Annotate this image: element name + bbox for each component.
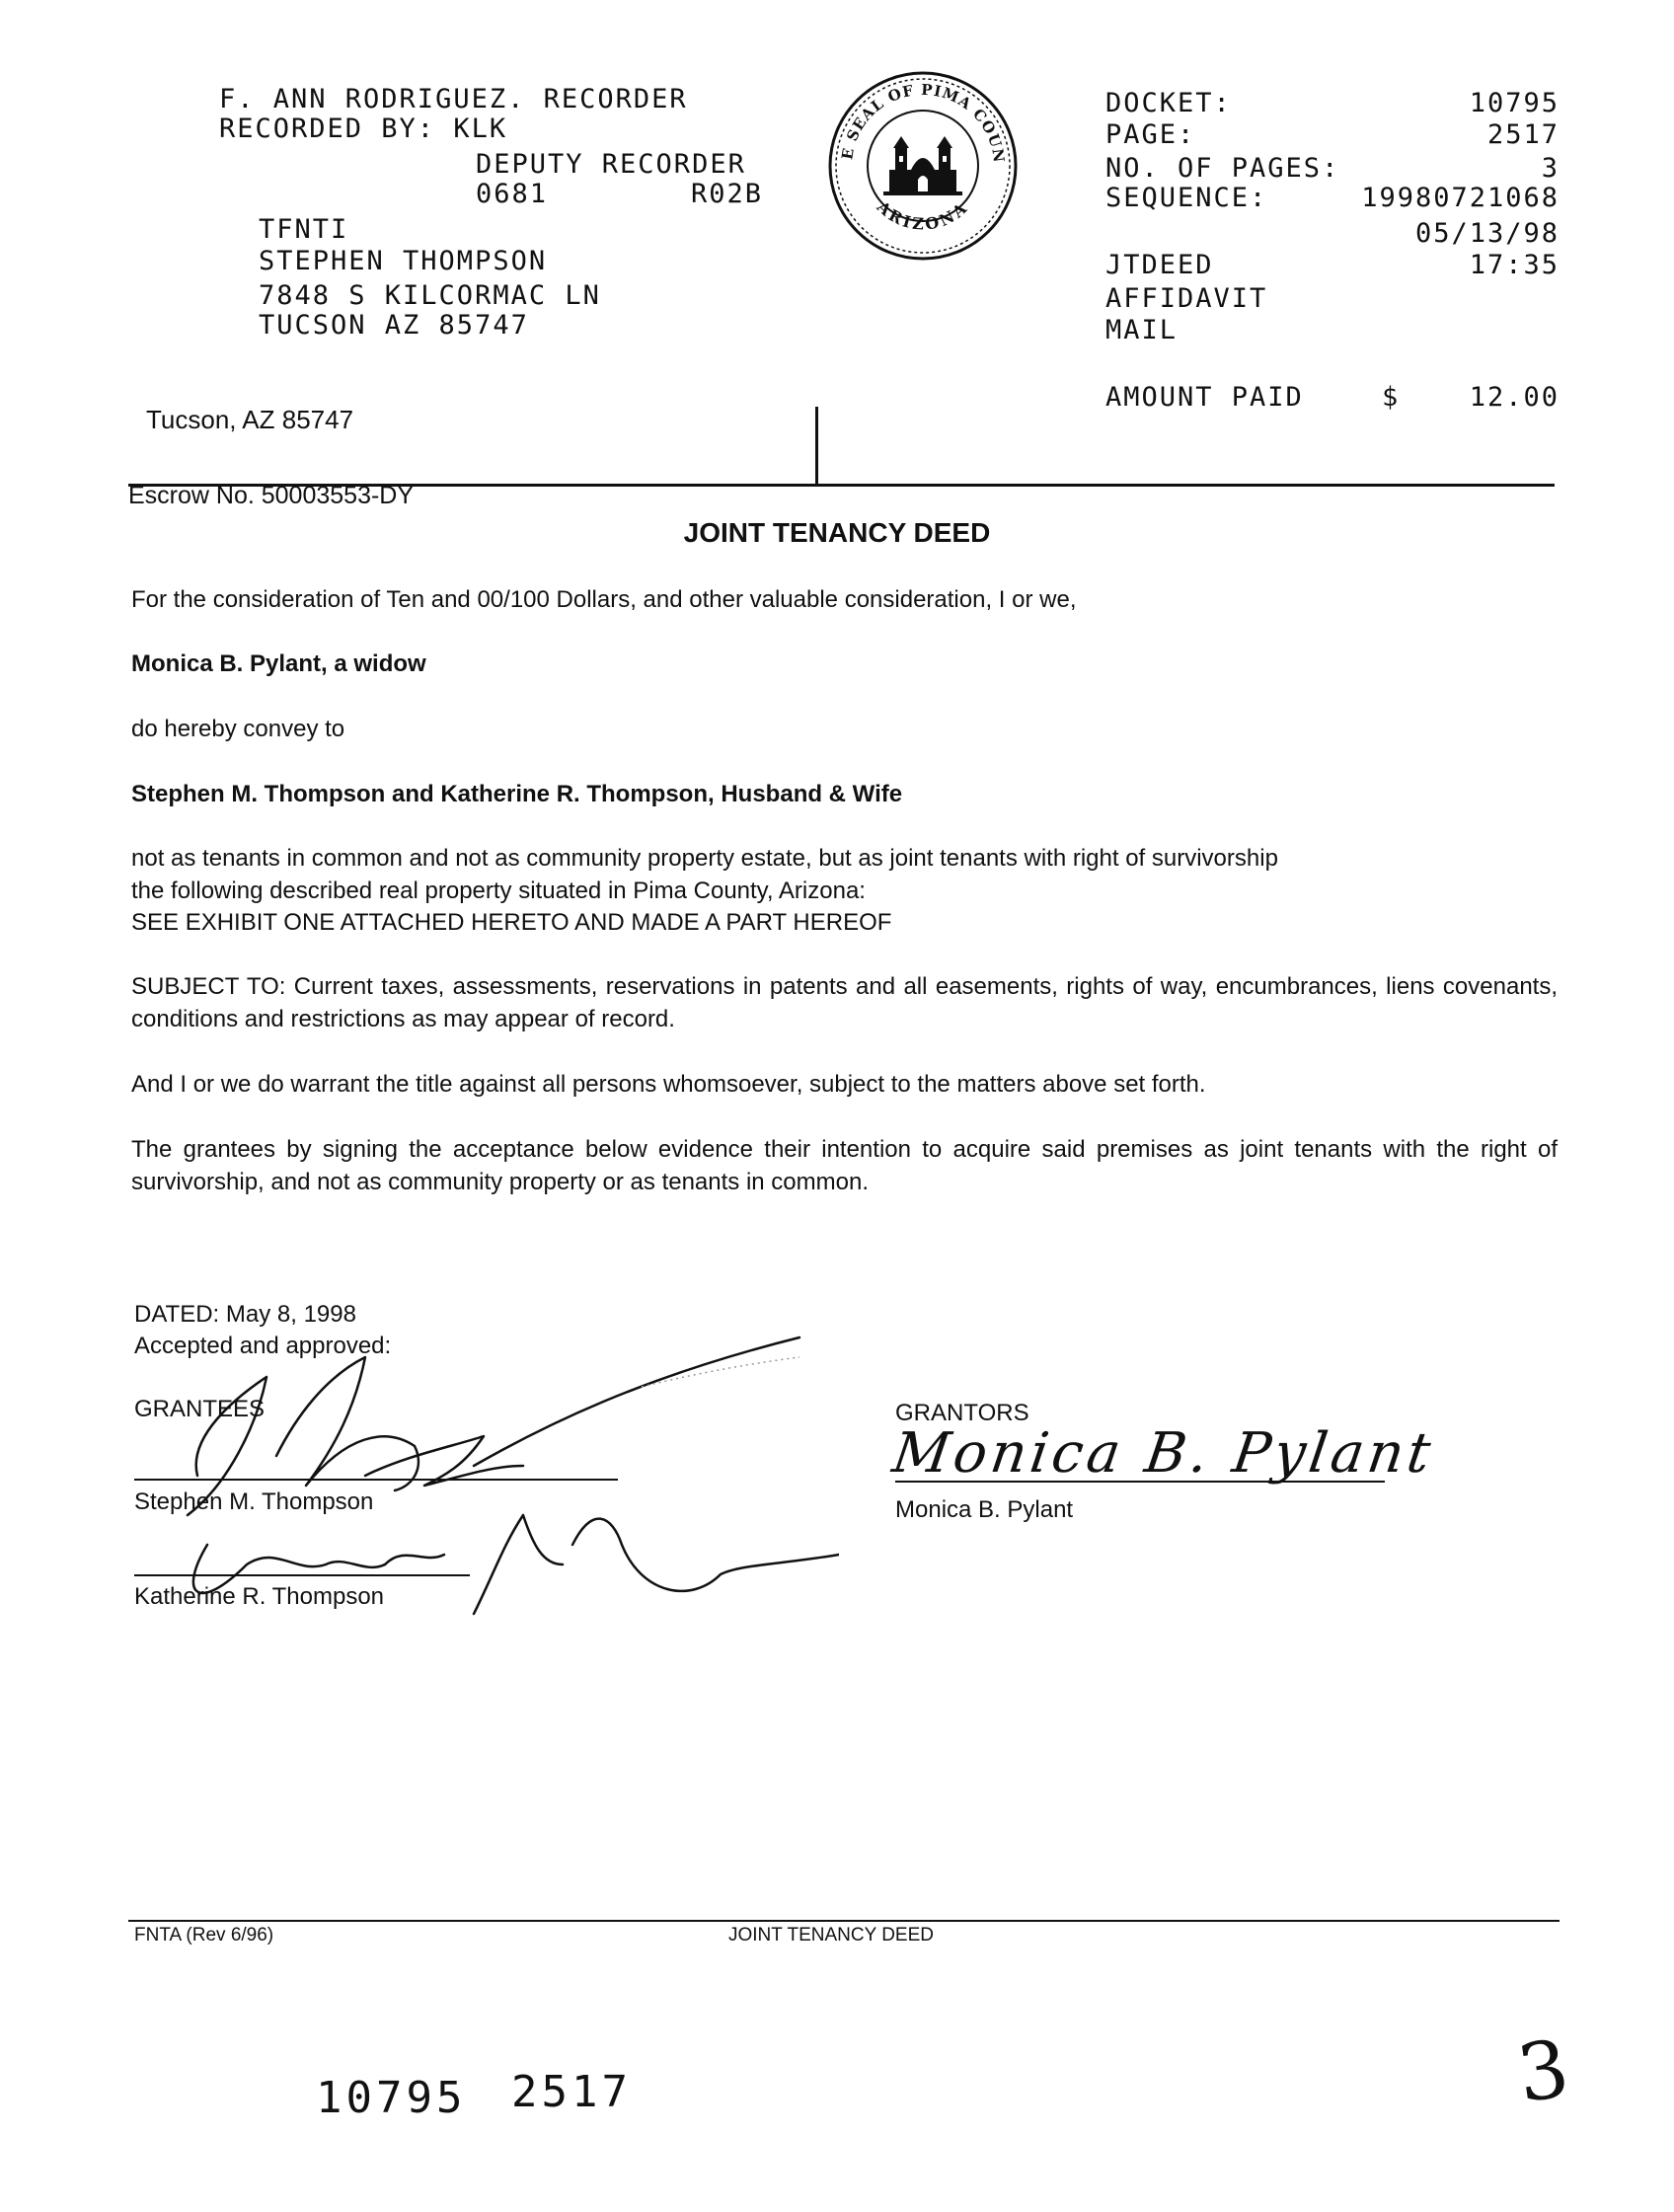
grantor-name: Monica B. Pylant: [895, 1496, 1074, 1523]
page-label: PAGE:: [1105, 119, 1196, 150]
stamp-docket: 10795: [316, 2073, 467, 2123]
footer-form-title: JOINT TENANCY DEED: [728, 1925, 934, 1945]
tenancy-clause-1: not as tenants in common and not as community property estate, but as joint tenants with right of survivorship: [131, 845, 1278, 872]
docket-label: DOCKET:: [1105, 88, 1232, 118]
dated-line: DATED: May 8, 1998: [134, 1301, 356, 1328]
escrow-number: Escrow No. 50003553-DY: [128, 482, 415, 509]
page-value: 2517: [1486, 119, 1560, 150]
sequence-value: 19980721068: [1361, 183, 1560, 213]
document-title: JOINT TENANCY DEED: [683, 517, 991, 548]
exhibit-reference: SEE EXHIBIT ONE ATTACHED HERETO AND MADE A PART HEREOF: [131, 909, 892, 936]
recording-time: 17:35: [1469, 250, 1560, 280]
addressee-street: 7848 S KILCORMAC LN: [259, 280, 601, 311]
recorder-code-1: 0681: [476, 179, 549, 209]
signature-scribble-icon: [128, 1318, 839, 1634]
consideration-clause: For the consideration of Ten and 00/100 Dollars, and other valuable consideration, I or we,: [131, 586, 1077, 613]
mail-code: TFNTI: [259, 214, 349, 245]
grantor-handwritten-signature: Monica B. Pylant: [888, 1421, 1439, 1486]
header-vertical-rule: [815, 407, 818, 484]
grantee1-name: Stephen M. Thompson: [134, 1488, 374, 1515]
pages-label: NO. OF PAGES:: [1105, 153, 1340, 184]
grantors-label: GRANTORS: [895, 1400, 1029, 1426]
recorder-name: F. ANN RODRIGUEZ. RECORDER: [219, 84, 688, 114]
typed-city: Tucson, AZ 85747: [146, 405, 354, 434]
recorder-code-2: R02B: [691, 179, 764, 209]
amount-value: 12.00: [1469, 382, 1560, 413]
recording-date: 05/13/98: [1414, 218, 1560, 249]
svg-text:ARIZONA: ARIZONA: [873, 196, 973, 234]
warranty-clause: And I or we do warrant the title against all persons whomsoever, subject to the matters above set forth.: [131, 1071, 1206, 1098]
document-type: JTDEED: [1105, 250, 1214, 280]
accepted-approved: Accepted and approved:: [134, 1333, 392, 1359]
grantee-signatures: [128, 1318, 839, 1634]
acceptance-clause: The grantees by signing the acceptance below evidence their intention to acquire said premises as joint tenants with the right of survivorship, and not as community property or as tenants in common.: [131, 1136, 1558, 1195]
docket-value: 10795: [1469, 88, 1560, 118]
convey-clause: do hereby convey to: [131, 716, 345, 742]
form-code: FNTA (Rev 6/96): [134, 1925, 274, 1945]
stamp-page: 2517: [511, 2067, 632, 2117]
grantees-names: Stephen M. Thompson and Katherine R. Thompson, Husband & Wife: [131, 781, 903, 807]
addressee-city: TUCSON AZ 85747: [259, 310, 529, 341]
amount-label: AMOUNT PAID: [1105, 382, 1304, 413]
handwritten-page-number: 3: [1511, 2021, 1575, 2121]
tenancy-clause-2: the following described real property situated in Pima County, Arizona:: [131, 877, 866, 904]
mail-flag: MAIL: [1105, 315, 1179, 345]
amount-currency: $: [1382, 382, 1401, 413]
svg-text:THE SEAL OF PIMA COUNTY: E SEAL OF PIMA COUN: [838, 80, 1009, 165]
subject-to-clause: SUBJECT TO: Current taxes, assessments, reservations in patents and all easements, rights of way, encumbrances, liens covenants, conditions and restrictions as may appear of record.: [131, 973, 1558, 1032]
recorded-by: RECORDED BY: KLK: [219, 114, 508, 144]
grantee2-name: Katherine R. Thompson: [134, 1583, 385, 1610]
affidavit-flag: AFFIDAVIT: [1105, 283, 1268, 314]
footer-rule: [128, 1920, 1560, 1922]
grantees-label: GRANTEES: [134, 1396, 266, 1422]
seal-icon: [824, 67, 1022, 265]
pages-value: 3: [1541, 153, 1560, 184]
pima-county-seal: [824, 67, 1022, 265]
grantor-name: Monica B. Pylant, a widow: [131, 650, 426, 677]
addressee-name: STEPHEN THOMPSON: [259, 246, 548, 276]
deputy-recorder: DEPUTY RECORDER: [476, 149, 746, 180]
sequence-label: SEQUENCE:: [1105, 183, 1268, 213]
